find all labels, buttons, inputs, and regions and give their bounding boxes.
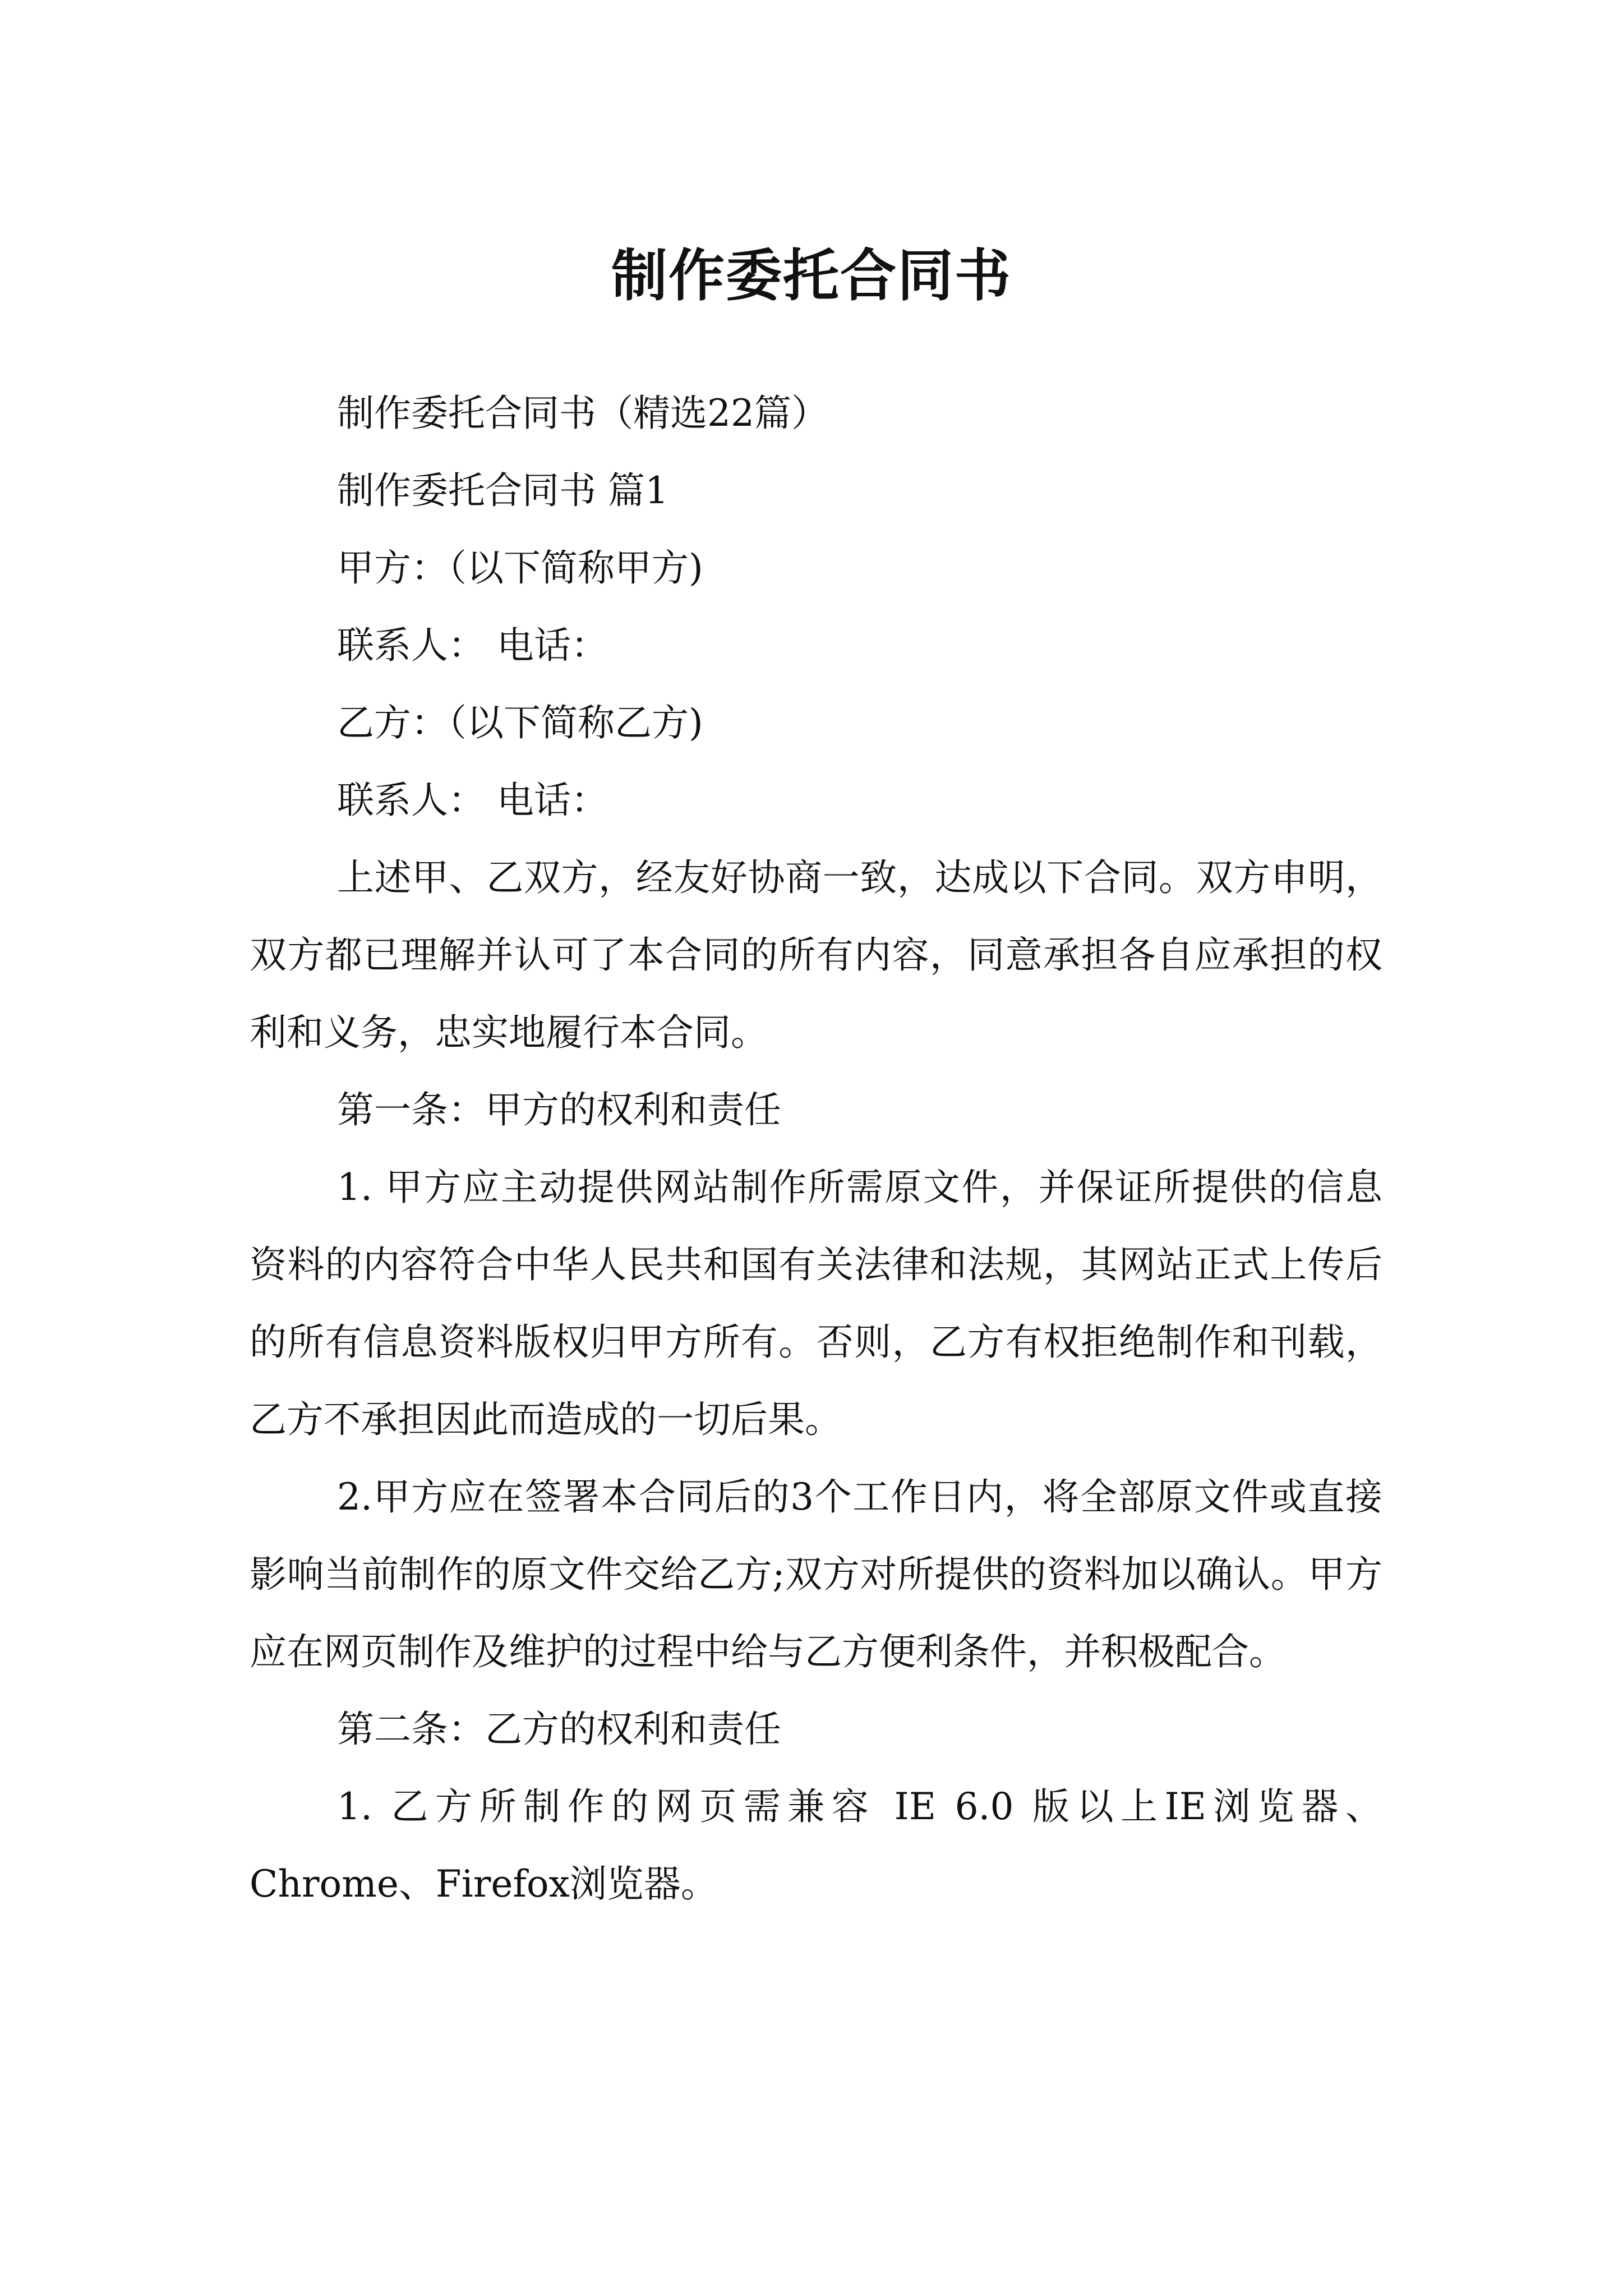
article-1-heading: 第一条：甲方的权利和责任: [337, 1088, 781, 1131]
subtitle-paragraph: 制作委托合同书（精选22篇）: [337, 392, 828, 435]
document-title: 制作委托合同书: [611, 243, 1012, 309]
preamble-paragraph: 上述甲、乙双方，经友好协商一致，达成以下合同。双方申明，双方都已理解并认可了本合同的所有内容，同意承担各自应承担的权利和义务，忠实地履行本合同。: [250, 856, 1382, 1054]
party-b-line: 乙方：（以下简称乙方): [337, 701, 703, 744]
article-2-heading: 第二条：乙方的权利和责任: [337, 1708, 781, 1751]
article-2-clause-1: 1. 乙方所制作的网页需兼容 IE 6.0 版以上IE浏览器、Chrome、Firefox浏览器。: [250, 1785, 1382, 1906]
document-body: [250, 375, 1382, 1923]
party-a-line: 甲方：（以下简称甲方): [337, 546, 703, 590]
section-heading-1: 制作委托合同书 篇1: [337, 469, 668, 512]
article-1-clause-1: 1. 甲方应主动提供网站制作所需原文件，并保证所提供的信息资料的内容符合中华人民共和国有关法律和法规，其网站正式上传后的所有信息资料版权归甲方所有。否则，乙方有权拒绝制作和刊载，乙方不承担因此而造成的一切后果。: [250, 1166, 1382, 1441]
party-a-contact-line: 联系人： 电话：: [337, 624, 608, 667]
article-1-clause-2: 2.甲方应在签署本合同后的3个工作日内，将全部原文件或直接影响当前制作的原文件交给乙方;双方对所提供的资料加以确认。甲方应在网页制作及维护的过程中给与乙方便利条件，并积极配合。: [250, 1475, 1382, 1673]
party-b-contact-line: 联系人： 电话：: [337, 779, 608, 822]
